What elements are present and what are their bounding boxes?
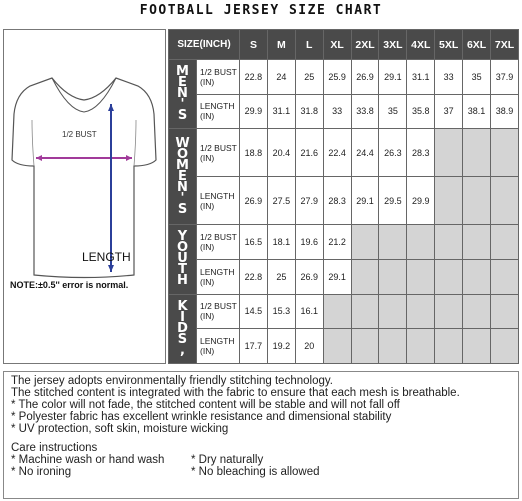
tolerance-note: NOTE:±0.5'' error is normal. bbox=[10, 280, 129, 290]
size-header: 3XL bbox=[379, 30, 407, 60]
size-value-cell bbox=[463, 129, 491, 177]
measure-label: 1/2 BUST (IN) bbox=[197, 129, 240, 177]
size-value-cell bbox=[407, 225, 435, 260]
info-line: The stitched content is integrated with the fabric to ensure that each mesh is breathable. bbox=[11, 387, 460, 399]
category-letter: W bbox=[175, 135, 190, 151]
measure-label: LENGTH (IN) bbox=[197, 177, 240, 225]
category-label bbox=[169, 225, 197, 294]
size-value-cell bbox=[379, 225, 407, 260]
size-value-cell bbox=[435, 259, 463, 294]
size-value-cell: 37.9 bbox=[491, 60, 519, 95]
table-row bbox=[169, 294, 519, 329]
size-value-cell: 29.1 bbox=[351, 177, 379, 225]
size-value-cell bbox=[491, 294, 519, 329]
size-value-cell: 35.8 bbox=[407, 94, 435, 129]
size-value-cell: 38.1 bbox=[463, 94, 491, 129]
size-table bbox=[168, 29, 519, 364]
category-letter: D bbox=[177, 320, 188, 336]
size-value-cell bbox=[351, 294, 379, 329]
care-item: * No ironing bbox=[11, 466, 72, 478]
category-letter: O bbox=[176, 146, 189, 162]
measure-label: LENGTH (IN) bbox=[197, 259, 240, 294]
size-value-cell: 15.3 bbox=[267, 294, 295, 329]
category-label bbox=[169, 129, 197, 225]
category-label-text bbox=[177, 298, 188, 358]
table-row bbox=[169, 94, 519, 129]
care-title: Care instructions bbox=[11, 442, 98, 454]
size-value-cell: 25.9 bbox=[323, 60, 351, 95]
size-value-cell: 28.3 bbox=[407, 129, 435, 177]
category-letter: S bbox=[177, 201, 188, 217]
size-header: 5XL bbox=[435, 30, 463, 60]
care-item: * Dry naturally bbox=[191, 454, 264, 466]
care-list bbox=[11, 454, 511, 478]
info-line: * Polyester fabric has excellent wrinkle resistance and dimensional stability bbox=[11, 411, 392, 423]
size-header: 2XL bbox=[351, 30, 379, 60]
size-value-cell bbox=[407, 329, 435, 364]
category-label bbox=[169, 60, 197, 129]
size-value-cell bbox=[435, 225, 463, 260]
category-letter: U bbox=[177, 251, 188, 267]
size-value-cell: 35 bbox=[379, 94, 407, 129]
size-value-cell: 22.8 bbox=[240, 60, 268, 95]
category-letter: S bbox=[177, 108, 188, 124]
size-header: XL bbox=[323, 30, 351, 60]
category-letter: ' bbox=[180, 190, 185, 206]
size-value-cell: 29.9 bbox=[407, 177, 435, 225]
size-value-cell: 24 bbox=[267, 60, 295, 95]
size-value-cell bbox=[351, 225, 379, 260]
size-value-cell: 35 bbox=[463, 60, 491, 95]
category-letter: ' bbox=[180, 97, 185, 113]
size-value-cell bbox=[491, 129, 519, 177]
size-value-cell bbox=[379, 329, 407, 364]
care-item: * No bleaching is allowed bbox=[191, 466, 320, 478]
size-value-cell bbox=[351, 329, 379, 364]
size-value-cell: 19.2 bbox=[267, 329, 295, 364]
category-letter: O bbox=[176, 240, 189, 256]
size-value-cell: 18.8 bbox=[240, 129, 268, 177]
product-info-box bbox=[3, 371, 519, 499]
size-header: 4XL bbox=[407, 30, 435, 60]
size-value-cell: 33 bbox=[323, 94, 351, 129]
size-value-cell bbox=[323, 329, 351, 364]
size-value-cell: 29.5 bbox=[379, 177, 407, 225]
size-value-cell bbox=[435, 129, 463, 177]
table-row bbox=[169, 329, 519, 364]
size-value-cell: 31.1 bbox=[407, 60, 435, 95]
table-row bbox=[169, 177, 519, 225]
size-value-cell bbox=[491, 329, 519, 364]
category-letter: T bbox=[178, 262, 187, 278]
size-value-cell: 29.1 bbox=[379, 60, 407, 95]
size-header: S bbox=[240, 30, 268, 60]
measure-label: 1/2 BUST (IN) bbox=[197, 294, 240, 329]
size-value-cell: 38.9 bbox=[491, 94, 519, 129]
category-letter: K bbox=[177, 298, 188, 314]
category-letter: N bbox=[177, 179, 188, 195]
category-letter: H bbox=[177, 273, 188, 289]
size-value-cell: 26.9 bbox=[240, 177, 268, 225]
size-value-cell bbox=[435, 177, 463, 225]
size-value-cell: 19.6 bbox=[295, 225, 323, 260]
size-value-cell: 31.1 bbox=[267, 94, 295, 129]
care-item: * Machine wash or hand wash bbox=[11, 454, 165, 466]
info-line: The jersey adopts environmentally friendly stitching technology. bbox=[11, 375, 333, 387]
size-value-cell: 18.1 bbox=[267, 225, 295, 260]
table-row bbox=[169, 259, 519, 294]
category-letter: E bbox=[178, 75, 187, 91]
size-value-cell bbox=[435, 294, 463, 329]
size-value-cell bbox=[379, 259, 407, 294]
size-value-cell: 21.2 bbox=[323, 225, 351, 260]
category-label-text bbox=[176, 64, 189, 124]
size-value-cell: 33 bbox=[435, 60, 463, 95]
size-header: M bbox=[267, 30, 295, 60]
size-value-cell: 28.3 bbox=[323, 177, 351, 225]
category-letter: N bbox=[177, 86, 188, 102]
size-value-cell: 26.9 bbox=[351, 60, 379, 95]
jersey-diagram-panel bbox=[3, 29, 166, 364]
category-letter: M bbox=[176, 157, 189, 173]
size-value-cell: 33.8 bbox=[351, 94, 379, 129]
size-value-cell: 16.5 bbox=[240, 225, 268, 260]
size-value-cell bbox=[379, 294, 407, 329]
size-value-cell: 25 bbox=[295, 60, 323, 95]
size-value-cell bbox=[463, 225, 491, 260]
size-value-cell bbox=[351, 259, 379, 294]
size-value-cell: 27.9 bbox=[295, 177, 323, 225]
size-value-cell: 22.8 bbox=[240, 259, 268, 294]
size-value-cell: 26.9 bbox=[295, 259, 323, 294]
size-value-cell: 29.9 bbox=[240, 94, 268, 129]
category-label-text bbox=[176, 229, 189, 289]
size-value-cell bbox=[435, 329, 463, 364]
measure-label: 1/2 BUST (IN) bbox=[197, 225, 240, 260]
size-header: 7XL bbox=[491, 30, 519, 60]
size-value-cell: 20 bbox=[295, 329, 323, 364]
size-value-cell: 16.1 bbox=[295, 294, 323, 329]
category-letter: I bbox=[180, 309, 185, 325]
size-value-cell bbox=[491, 259, 519, 294]
measure-label: 1/2 BUST (IN) bbox=[197, 60, 240, 95]
category-letter: S bbox=[177, 331, 188, 347]
category-label bbox=[169, 294, 197, 363]
bust-label: 1/2 BUST bbox=[62, 130, 97, 139]
size-header: L bbox=[295, 30, 323, 60]
category-label-text bbox=[175, 135, 190, 217]
size-value-cell: 37 bbox=[435, 94, 463, 129]
size-value-cell: 25 bbox=[267, 259, 295, 294]
size-value-cell: 24.4 bbox=[351, 129, 379, 177]
length-label: LENGTH bbox=[82, 250, 131, 264]
size-value-cell bbox=[463, 259, 491, 294]
size-value-cell: 20.4 bbox=[267, 129, 295, 177]
info-line: * The color will not fade, the stitched content will be stable and will not fall off bbox=[11, 399, 400, 411]
size-value-cell bbox=[407, 294, 435, 329]
measure-label: LENGTH (IN) bbox=[197, 94, 240, 129]
size-value-cell: 31.8 bbox=[295, 94, 323, 129]
size-header-label: SIZE(INCH) bbox=[169, 30, 240, 60]
size-value-cell: 29.1 bbox=[323, 259, 351, 294]
size-value-cell: 21.6 bbox=[295, 129, 323, 177]
size-header: 6XL bbox=[463, 30, 491, 60]
size-header-row bbox=[169, 30, 519, 60]
size-value-cell: 26.3 bbox=[379, 129, 407, 177]
category-letter: , bbox=[180, 342, 185, 358]
category-letter: Y bbox=[177, 229, 188, 245]
size-value-cell: 22.4 bbox=[323, 129, 351, 177]
table-row bbox=[169, 129, 519, 177]
size-value-cell bbox=[491, 177, 519, 225]
size-value-cell: 17.7 bbox=[240, 329, 268, 364]
measure-label: LENGTH (IN) bbox=[197, 329, 240, 364]
size-value-cell bbox=[323, 294, 351, 329]
table-row bbox=[169, 60, 519, 95]
category-letter: M bbox=[176, 64, 189, 80]
size-value-cell bbox=[491, 225, 519, 260]
category-letter: E bbox=[178, 168, 187, 184]
table-row bbox=[169, 225, 519, 260]
size-value-cell bbox=[463, 177, 491, 225]
size-value-cell bbox=[463, 329, 491, 364]
info-line: * UV protection, soft skin, moisture wicking bbox=[11, 423, 229, 435]
size-value-cell: 14.5 bbox=[240, 294, 268, 329]
size-value-cell bbox=[463, 294, 491, 329]
size-value-cell: 27.5 bbox=[267, 177, 295, 225]
size-value-cell bbox=[407, 259, 435, 294]
chart-title: FOOTBALL JERSEY SIZE CHART bbox=[139, 3, 383, 18]
